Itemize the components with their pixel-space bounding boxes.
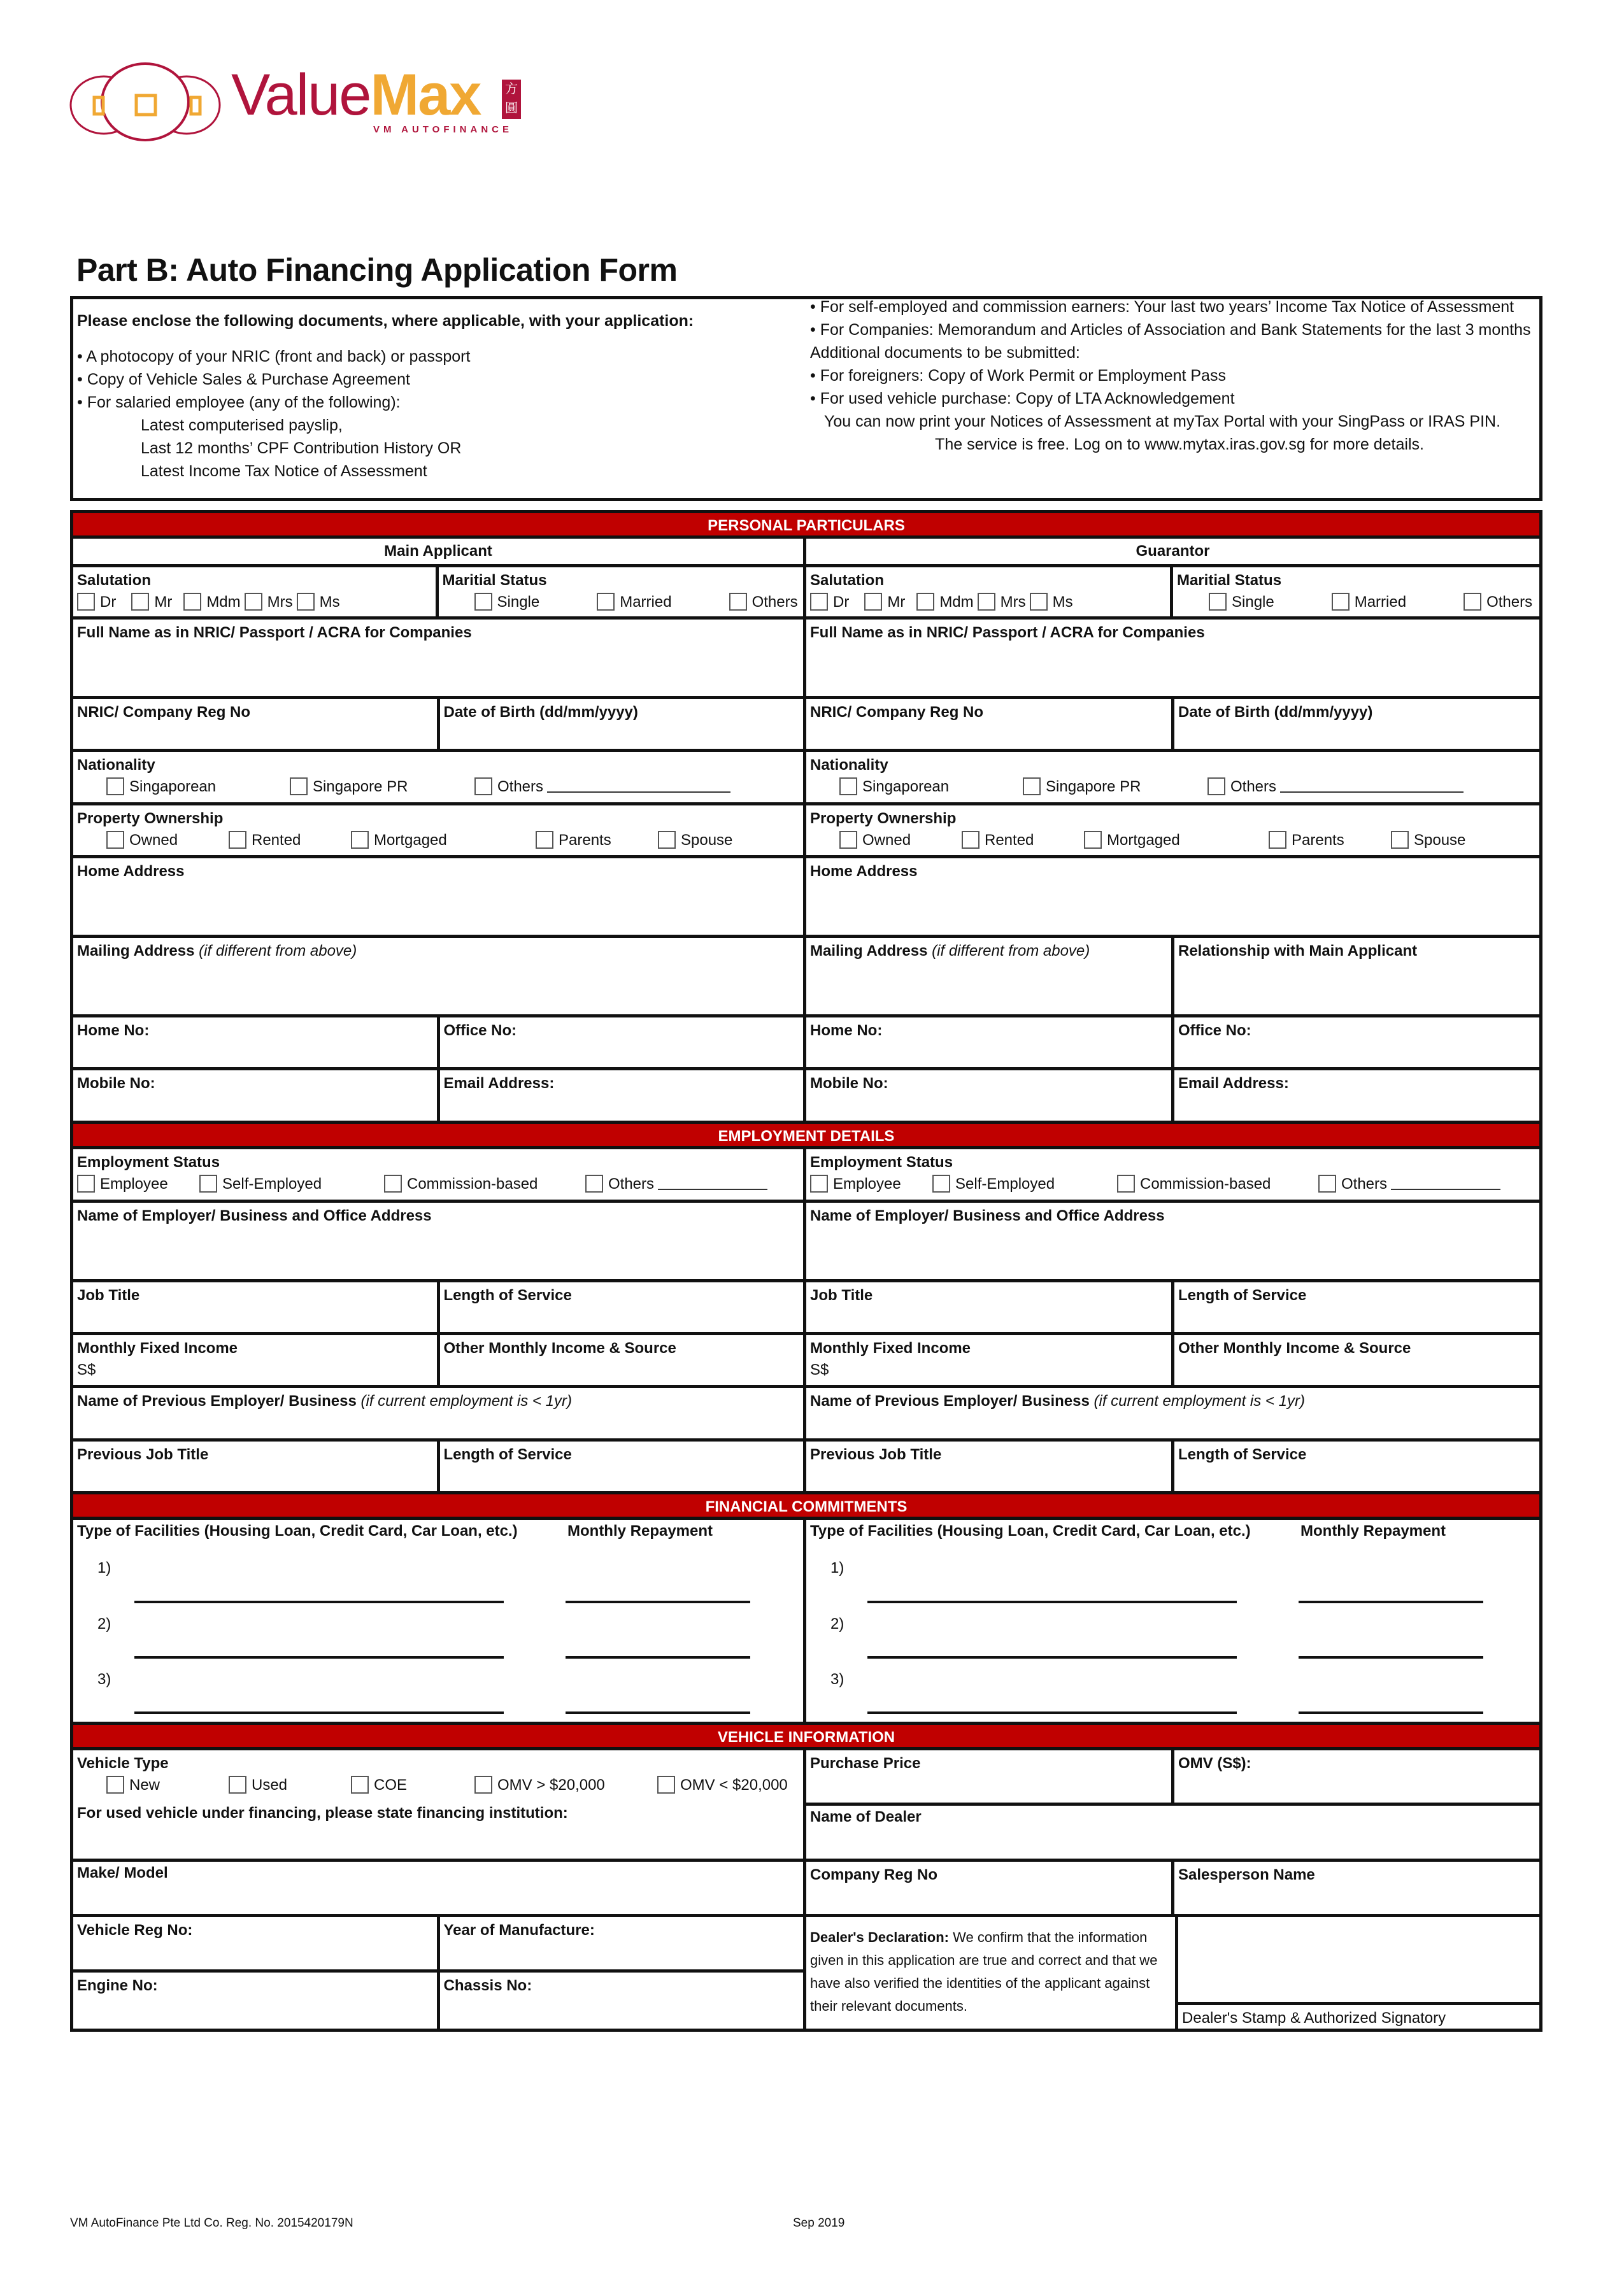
main-applicant-heading: Main Applicant	[384, 542, 492, 560]
section-header-financial: FINANCIAL COMMITMENTS	[73, 1494, 1539, 1520]
checkbox[interactable]	[245, 593, 262, 611]
checkbox[interactable]	[1464, 593, 1481, 611]
checkbox[interactable]	[290, 777, 308, 795]
mobile-email-row	[73, 1070, 1539, 1124]
vehicle-block	[73, 1750, 1539, 2029]
documents-heading: Please enclose the following documents, where applicable, with your application:	[77, 312, 694, 330]
checkbox[interactable]	[597, 593, 615, 611]
dealer-stamp-area[interactable]	[1175, 1917, 1539, 2029]
checkbox[interactable]	[536, 831, 553, 849]
main-mobile-field[interactable]: Mobile No:	[77, 1075, 155, 1092]
main-salutation-mdm[interactable]: Mdm	[183, 592, 240, 613]
facility-3-input[interactable]	[134, 1711, 504, 1714]
doc-item: • For Companies: Memorandum and Articles of Association and Bank Statements for the last 3 months	[810, 321, 1531, 339]
currency-label: S$	[810, 1361, 829, 1378]
checkbox[interactable]	[229, 1776, 246, 1794]
checkbox[interactable]	[1332, 593, 1350, 611]
previous-job-row	[73, 1442, 1539, 1494]
coins-icon	[69, 60, 228, 143]
vehicle-type-omv-below[interactable]: OMV < $20,000	[657, 1775, 788, 1796]
guarantor-mailing-address-field[interactable]: Mailing Address (if different from above)	[810, 942, 1090, 960]
checkbox[interactable]	[1023, 777, 1041, 795]
salutation-label: Salutation	[810, 572, 885, 589]
checkbox[interactable]	[183, 593, 201, 611]
others-blank[interactable]	[547, 791, 730, 793]
footer-date: Sep 2019	[793, 2216, 845, 2230]
mytax-note: The service is free. Log on to www.mytax.iras.gov.sg for more details.	[935, 436, 1424, 453]
main-nationality-others[interactable]: Others	[474, 776, 730, 798]
phone-row	[73, 1017, 1539, 1070]
repayment-3-input[interactable]	[1299, 1711, 1483, 1714]
nationality-row	[73, 752, 1539, 805]
checkbox[interactable]	[658, 831, 676, 849]
guarantor-property-mortgaged[interactable]: Mortgaged	[1084, 830, 1269, 851]
main-employer-field[interactable]: Name of Employer/ Business and Office Address	[77, 1207, 432, 1224]
guarantor-dob-field[interactable]: Date of Birth (dd/mm/yyyy)	[1171, 699, 1539, 749]
main-length-of-service-field[interactable]: Length of Service	[437, 1282, 804, 1332]
mytax-note: You can now print your Notices of Assessment at myTax Portal with your SingPass or IRAS PIN.	[824, 413, 1501, 430]
main-property-rented[interactable]: Rented	[229, 830, 351, 851]
repayment-2-input[interactable]	[1299, 1656, 1483, 1659]
applicant-headers-row	[73, 539, 1539, 567]
doc-item: • For self-employed and commission earners: Your last two years’ Income Tax Notice of Assessment	[810, 298, 1514, 316]
main-dob-field[interactable]: Date of Birth (dd/mm/yyyy)	[437, 699, 804, 749]
year-of-manufacture-field[interactable]: Year of Manufacture:	[437, 1917, 804, 1969]
checkbox[interactable]	[657, 1776, 675, 1794]
repayment-2-input[interactable]	[566, 1656, 750, 1659]
checkbox[interactable]	[297, 593, 315, 611]
doc-subitem: Last 12 months’ CPF Contribution History OR	[141, 439, 462, 457]
guarantor-prev-length-field[interactable]: Length of Service	[1171, 1442, 1539, 1491]
main-salutation-mrs[interactable]: Mrs	[245, 592, 293, 613]
doc-item: • For salaried employee (any of the following):	[77, 393, 401, 411]
checkbox[interactable]	[106, 1776, 124, 1794]
checkbox[interactable]	[810, 593, 828, 611]
salutation-label: Salutation	[77, 572, 152, 589]
main-home-address-field[interactable]: Home Address	[77, 863, 185, 880]
guarantor-nric-field[interactable]: NRIC/ Company Reg No	[810, 704, 984, 721]
documents-left-column	[77, 309, 797, 483]
facility-2-input[interactable]	[867, 1656, 1237, 1659]
checkbox[interactable]	[729, 593, 747, 611]
main-email-field[interactable]: Email Address:	[437, 1070, 804, 1121]
guarantor-status-others[interactable]: Others	[1318, 1173, 1500, 1195]
property-row	[73, 805, 1539, 858]
vehicle-type-label: Vehicle Type	[77, 1755, 169, 1772]
doc-item: • Copy of Vehicle Sales & Purchase Agreement	[77, 371, 410, 388]
guarantor-employer-field[interactable]: Name of Employer/ Business and Office Address	[810, 1207, 1165, 1224]
guarantor-facilities-block: Type of Facilities (Housing Loan, Credit Card, Car Loan, etc.) Monthly Repayment 1) 2) 3)	[806, 1520, 1539, 1722]
main-office-no-field[interactable]: Office No:	[437, 1017, 804, 1067]
engine-no-field[interactable]: Engine No:	[77, 1977, 158, 1994]
dealer-name-field[interactable]: Name of Dealer	[806, 1806, 1539, 1862]
main-nric-field[interactable]: NRIC/ Company Reg No	[77, 704, 251, 721]
section-header-personal: PERSONAL PARTICULARS	[73, 513, 1539, 539]
repayment-label: Monthly Repayment	[567, 1522, 713, 1540]
required-documents-box	[70, 296, 1542, 501]
checkbox[interactable]	[839, 777, 857, 795]
main-status-employee[interactable]: Employee	[77, 1173, 199, 1195]
guarantor-marital-others[interactable]: Others	[1464, 592, 1532, 613]
vehicle-type-used[interactable]: Used	[229, 1775, 351, 1796]
repayment-1-input[interactable]	[566, 1601, 750, 1603]
main-property-spouse[interactable]: Spouse	[658, 830, 732, 851]
doc-subitem: Latest computerised payslip,	[141, 416, 343, 434]
full-name-row	[73, 620, 1539, 699]
main-status-others[interactable]: Others	[585, 1173, 767, 1195]
income-row	[73, 1335, 1539, 1388]
repayment-label: Monthly Repayment	[1300, 1522, 1446, 1540]
guarantor-nationality-pr[interactable]: Singapore PR	[1023, 776, 1207, 798]
application-form	[70, 510, 1542, 2032]
previous-employer-row	[73, 1388, 1539, 1442]
checkbox[interactable]	[1318, 1175, 1336, 1193]
checkbox[interactable]	[1207, 777, 1225, 795]
main-marital-married[interactable]: Married	[597, 592, 671, 613]
checkbox[interactable]	[77, 593, 95, 611]
omv-field[interactable]: OMV (S$):	[1171, 1750, 1539, 1803]
main-prev-length-field[interactable]: Length of Service	[437, 1442, 804, 1491]
relationship-field[interactable]: Relationship with Main Applicant	[1171, 938, 1539, 1014]
checkbox[interactable]	[351, 831, 369, 849]
vehicle-type-new[interactable]: New	[106, 1775, 229, 1796]
section-header-employment: EMPLOYMENT DETAILS	[73, 1124, 1539, 1149]
nric-dob-row	[73, 699, 1539, 752]
employment-status-label: Employment Status	[77, 1154, 220, 1171]
main-mailing-address-field[interactable]: Mailing Address (if different from above)	[77, 942, 357, 960]
checkbox[interactable]	[1391, 831, 1409, 849]
dealer-signatory-label: Dealer's Stamp & Authorized Signatory	[1178, 2002, 1539, 2029]
vehicle-type-coe[interactable]: COE	[351, 1775, 474, 1796]
documents-right-column	[810, 295, 1536, 456]
guarantor-property-owned[interactable]: Owned	[839, 830, 962, 851]
checkbox[interactable]	[1269, 831, 1286, 849]
checkbox[interactable]	[1209, 593, 1227, 611]
others-blank[interactable]	[1280, 791, 1464, 793]
job-title-row	[73, 1282, 1539, 1335]
main-home-no-field[interactable]: Home No:	[77, 1022, 150, 1039]
guarantor-salutation-mdm[interactable]: Mdm	[916, 592, 973, 613]
guarantor-home-address-field[interactable]: Home Address	[810, 863, 918, 880]
checkbox[interactable]	[199, 1175, 217, 1193]
employment-status-row	[73, 1149, 1539, 1203]
guarantor-nationality-others[interactable]: Others	[1207, 776, 1464, 798]
guarantor-salutation-mr[interactable]: Mr	[864, 592, 905, 613]
doc-item: • For used vehicle purchase: Copy of LTA Acknowledgement	[810, 390, 1235, 407]
guarantor-home-no-field[interactable]: Home No:	[810, 1022, 883, 1039]
make-model-field[interactable]: Make/ Model	[73, 1862, 803, 1917]
checkbox[interactable]	[864, 593, 882, 611]
main-salutation-mr[interactable]: Mr	[131, 592, 172, 613]
main-job-title-field[interactable]: Job Title	[77, 1287, 140, 1304]
guarantor-prev-employer-field[interactable]: Name of Previous Employer/ Business (if current employment is < 1yr)	[810, 1392, 1305, 1410]
checkbox[interactable]	[131, 593, 149, 611]
main-status-self-employed[interactable]: Self-Employed	[199, 1173, 384, 1195]
section-header-vehicle: VEHICLE INFORMATION	[73, 1725, 1539, 1750]
guarantor-status-commission[interactable]: Commission-based	[1117, 1173, 1318, 1195]
main-marital-others[interactable]: Others	[729, 592, 798, 613]
logo-wordmark: ValueMax	[231, 62, 481, 127]
checkbox[interactable]	[978, 593, 995, 611]
dealer-declaration: Dealer's Declaration: We confirm that the information given in this application are true and correct and that we have also verified the identities of the applicant against their relevant documents.	[810, 1929, 1158, 2014]
facility-1-input[interactable]	[867, 1601, 1237, 1603]
checkbox[interactable]	[585, 1175, 603, 1193]
main-property-mortgaged[interactable]: Mortgaged	[351, 830, 536, 851]
salesperson-name-field[interactable]: Salesperson Name	[1171, 1862, 1539, 1914]
checkbox[interactable]	[229, 831, 246, 849]
vehicle-type-block	[73, 1750, 803, 1862]
vehicle-reg-no-field[interactable]: Vehicle Reg No:	[77, 1922, 193, 1939]
guarantor-mobile-field[interactable]: Mobile No:	[810, 1075, 888, 1092]
footer-company-reg: VM AutoFinance Pte Ltd Co. Reg. No. 2015420179N	[70, 2216, 353, 2230]
currency-label: S$	[77, 1361, 96, 1378]
home-address-row	[73, 858, 1539, 938]
repayment-1-input[interactable]	[1299, 1601, 1483, 1603]
others-blank[interactable]	[658, 1189, 767, 1190]
guarantor-monthly-income-field[interactable]: Monthly Fixed Income S$	[810, 1340, 971, 1378]
financing-institution-field[interactable]: For used vehicle under financing, please state financing institution:	[77, 1804, 568, 1822]
checkbox[interactable]	[1117, 1175, 1135, 1193]
guarantor-other-income-field[interactable]: Other Monthly Income & Source	[1171, 1335, 1539, 1385]
checkbox[interactable]	[106, 777, 124, 795]
facility-1-input[interactable]	[134, 1601, 504, 1603]
checkbox[interactable]	[106, 831, 124, 849]
guarantor-salutation-ms[interactable]: Ms	[1030, 592, 1073, 613]
logo-tagline: VM AUTOFINANCE	[373, 124, 513, 135]
guarantor-office-no-field[interactable]: Office No:	[1171, 1017, 1539, 1067]
guarantor-marital-married[interactable]: Married	[1332, 592, 1406, 613]
page-title: Part B: Auto Financing Application Form	[76, 252, 678, 288]
mailing-address-row	[73, 938, 1539, 1017]
checkbox[interactable]	[384, 1175, 402, 1193]
facility-type-label: Type of Facilities (Housing Loan, Credit Card, Car Loan, etc.)	[77, 1522, 518, 1540]
main-facilities-block: Type of Facilities (Housing Loan, Credit Card, Car Loan, etc.) Monthly Repayment 1) 2) 3)	[73, 1520, 803, 1722]
doc-item: • A photocopy of your NRIC (front and back) or passport	[77, 348, 471, 365]
chassis-no-field[interactable]: Chassis No:	[437, 1973, 804, 2029]
property-label: Property Ownership	[810, 810, 957, 827]
checkbox[interactable]	[1030, 593, 1048, 611]
checkbox[interactable]	[351, 1776, 369, 1794]
facilities-row	[73, 1520, 1539, 1725]
main-other-income-field[interactable]: Other Monthly Income & Source	[437, 1335, 804, 1385]
doc-subitem: Latest Income Tax Notice of Assessment	[141, 462, 427, 480]
facility-type-label: Type of Facilities (Housing Loan, Credit Card, Car Loan, etc.)	[810, 1522, 1251, 1540]
facility-2-input[interactable]	[134, 1656, 504, 1659]
guarantor-property-spouse[interactable]: Spouse	[1391, 830, 1465, 851]
employer-row	[73, 1203, 1539, 1282]
company-reg-no-field[interactable]: Company Reg No	[810, 1866, 938, 1883]
main-salutation-dr[interactable]: Dr	[77, 592, 116, 613]
facility-3-input[interactable]	[867, 1711, 1237, 1714]
valuemax-logo	[69, 60, 540, 143]
guarantor-email-field[interactable]: Email Address:	[1171, 1070, 1539, 1121]
guarantor-salutation-dr[interactable]: Dr	[810, 592, 849, 613]
main-property-owned[interactable]: Owned	[106, 830, 229, 851]
repayment-3-input[interactable]	[566, 1711, 750, 1714]
checkbox[interactable]	[916, 593, 934, 611]
guarantor-nationality-singaporean[interactable]: Singaporean	[839, 776, 1023, 798]
checkbox[interactable]	[962, 831, 979, 849]
checkbox[interactable]	[77, 1175, 95, 1193]
marital-status-label: Maritial Status	[442, 572, 547, 589]
nationality-label: Nationality	[810, 756, 888, 774]
guarantor-job-title-field[interactable]: Job Title	[810, 1287, 873, 1304]
checkbox[interactable]	[474, 1776, 492, 1794]
main-full-name-field[interactable]: Full Name as in NRIC/ Passport / ACRA for Companies	[77, 624, 472, 641]
guarantor-length-of-service-field[interactable]: Length of Service	[1171, 1282, 1539, 1332]
main-salutation-ms[interactable]: Ms	[297, 592, 340, 613]
main-property-parents[interactable]: Parents	[536, 830, 658, 851]
nationality-label: Nationality	[77, 756, 155, 774]
purchase-price-field[interactable]: Purchase Price	[810, 1755, 921, 1772]
main-marital-single[interactable]: Single	[474, 592, 540, 613]
guarantor-property-parents[interactable]: Parents	[1269, 830, 1391, 851]
guarantor-status-self-employed[interactable]: Self-Employed	[932, 1173, 1117, 1195]
checkbox[interactable]	[474, 777, 492, 795]
property-label: Property Ownership	[77, 810, 224, 827]
salutation-row	[73, 567, 1539, 620]
marital-status-label: Maritial Status	[1177, 572, 1282, 589]
logo-seal: 方圓	[502, 80, 521, 119]
guarantor-prev-job-title-field[interactable]: Previous Job Title	[810, 1446, 942, 1463]
checkbox[interactable]	[474, 593, 492, 611]
checkbox[interactable]	[1084, 831, 1102, 849]
doc-item: • For foreigners: Copy of Work Permit or Employment Pass	[810, 367, 1226, 385]
main-prev-job-title-field[interactable]: Previous Job Title	[77, 1446, 209, 1463]
guarantor-property-rented[interactable]: Rented	[962, 830, 1084, 851]
checkbox[interactable]	[810, 1175, 828, 1193]
checkbox[interactable]	[839, 831, 857, 849]
others-blank[interactable]	[1391, 1189, 1500, 1190]
main-nationality-pr[interactable]: Singapore PR	[290, 776, 474, 798]
main-nationality-singaporean[interactable]: Singaporean	[106, 776, 290, 798]
doc-item: Additional documents to be submitted:	[810, 344, 1080, 362]
guarantor-heading: Guarantor	[1136, 542, 1210, 560]
main-prev-employer-field[interactable]: Name of Previous Employer/ Business (if current employment is < 1yr)	[77, 1392, 572, 1410]
checkbox[interactable]	[932, 1175, 950, 1193]
guarantor-marital-single[interactable]: Single	[1209, 592, 1274, 613]
guarantor-salutation-mrs[interactable]: Mrs	[978, 592, 1026, 613]
employment-status-label: Employment Status	[810, 1154, 953, 1171]
guarantor-status-employee[interactable]: Employee	[810, 1173, 932, 1195]
main-status-commission[interactable]: Commission-based	[384, 1173, 585, 1195]
main-monthly-income-field[interactable]: Monthly Fixed Income S$	[77, 1340, 238, 1378]
guarantor-full-name-field[interactable]: Full Name as in NRIC/ Passport / ACRA for Companies	[810, 624, 1205, 641]
vehicle-type-omv-above[interactable]: OMV > $20,000	[474, 1775, 657, 1796]
